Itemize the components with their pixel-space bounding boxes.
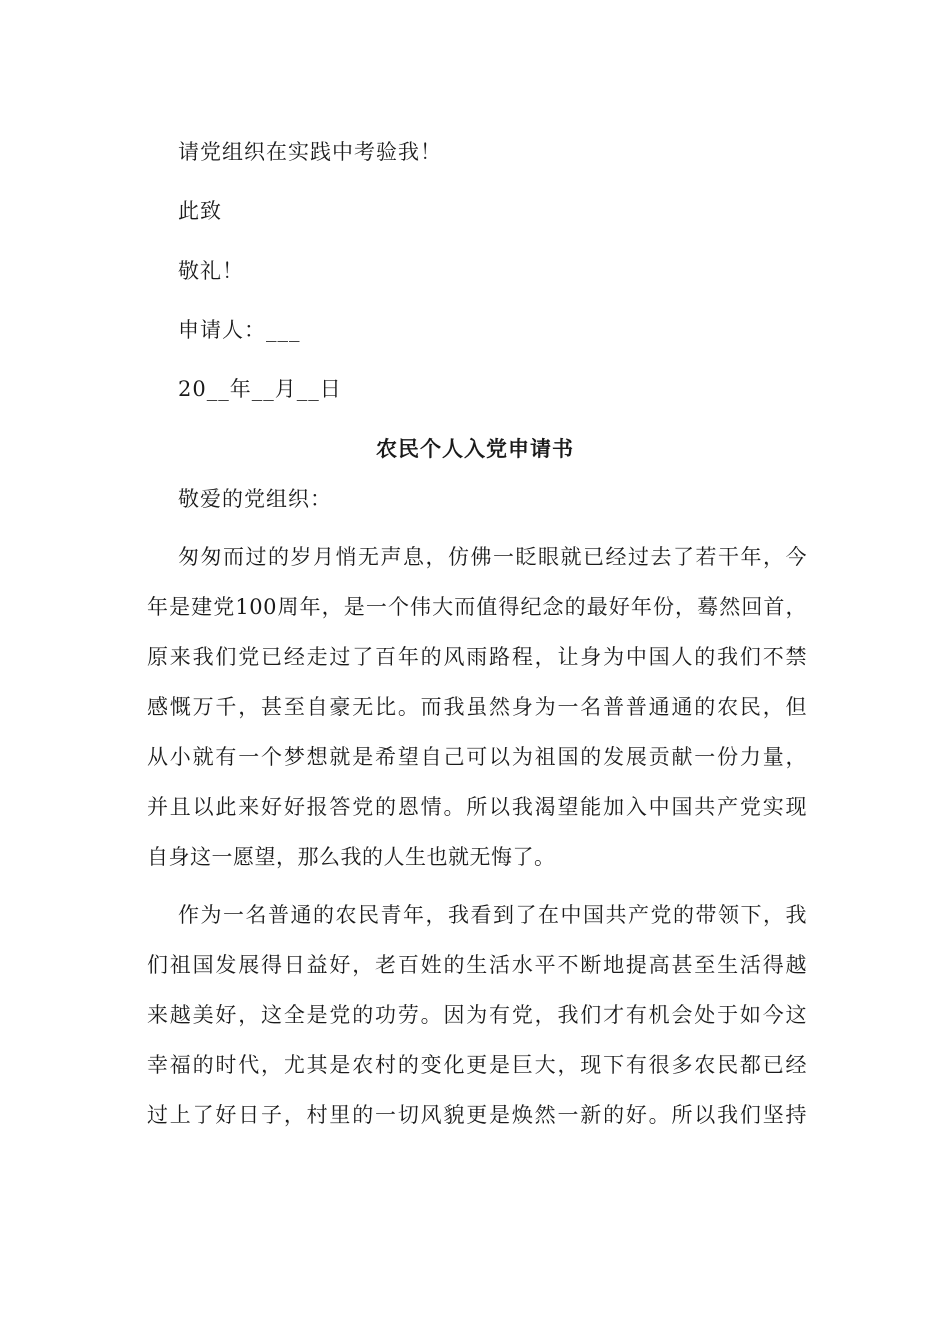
paragraph-1-line: 原来我们党已经走过了百年的风雨路程，让身为中国人的我们不禁: [147, 645, 807, 669]
document-title: 农民个人入党申请书: [376, 436, 574, 461]
paragraph-1-line: 年是建党100周年，是一个伟大而值得纪念的最好年份，蓦然回首，: [147, 595, 807, 619]
paragraph-2-line: 过上了好日子，村里的一切风貌更是焕然一新的好。所以我们坚持: [147, 1103, 807, 1127]
paragraph-1-line: 从小就有一个梦想就是希望自己可以为祖国的发展贡献一份力量，: [147, 745, 807, 769]
salutation: 敬爱的党组织：: [178, 487, 332, 511]
paragraph-1-line: 自身这一愿望，那么我的人生也就无悔了。: [147, 845, 556, 869]
paragraph-2: [147, 890, 807, 1140]
paragraph-1-line: 匆匆而过的岁月悄无声息，仿佛一眨眼就已经过去了若干年，今: [178, 545, 807, 569]
applicant-line: 申请人：___: [178, 318, 301, 342]
closing-jingli-line: 敬礼！: [178, 259, 244, 283]
paragraph-1-line: 并且以此来好好报答党的恩情。所以我渴望能加入中国共产党实现: [147, 795, 807, 819]
closing-request-line: 请党组织在实践中考验我！: [178, 140, 442, 164]
paragraph-2-line: 来越美好，这全是党的功劳。因为有党，我们才有机会处于如今这: [147, 1003, 807, 1027]
closing-cizhi-line: 此致: [178, 199, 222, 223]
paragraph-2-line: 们祖国发展得日益好，老百姓的生活水平不断地提高甚至生活得越: [147, 953, 807, 977]
paragraph-1-line: 感慨万千，甚至自豪无比。而我虽然身为一名普普通通的农民，但: [147, 695, 807, 719]
paragraph-2-line: 作为一名普通的农民青年，我看到了在中国共产党的带领下，我: [178, 903, 807, 927]
paragraph-1: [147, 532, 807, 882]
date-line: 20__年__月__日: [178, 377, 342, 401]
paragraph-2-line: 幸福的时代，尤其是农村的变化更是巨大，现下有很多农民都已经: [147, 1053, 807, 1077]
